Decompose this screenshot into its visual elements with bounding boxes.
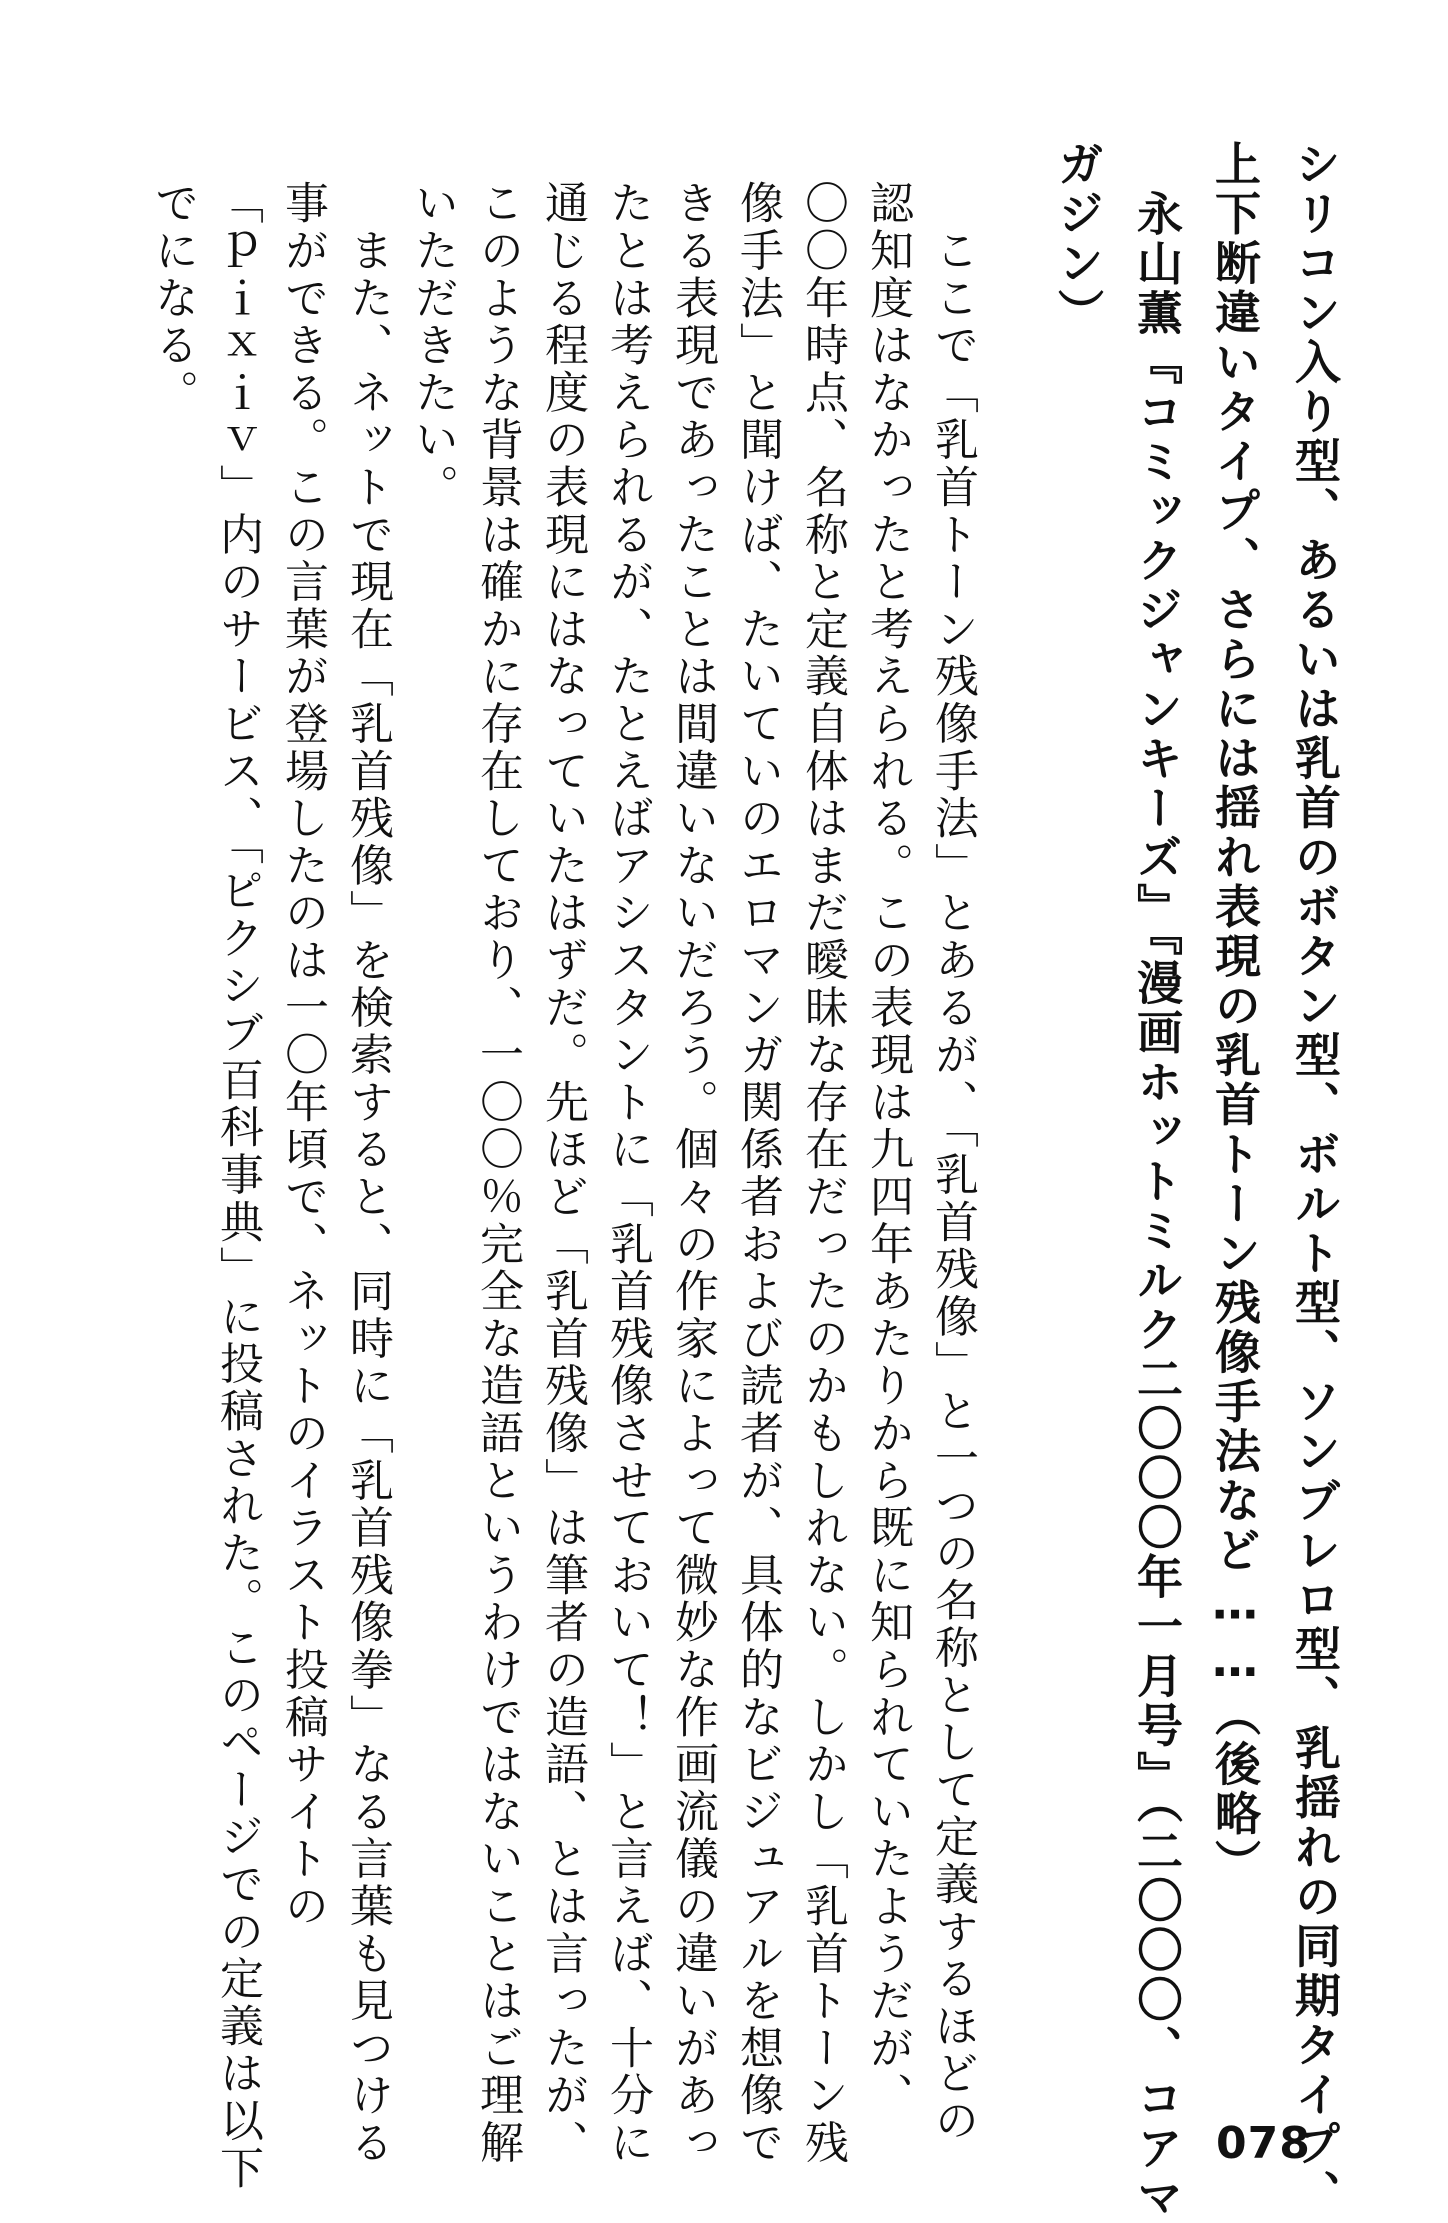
body-line: 「ｐｉｘｉｖ」内のサービス、「ピクシブ百科事典」に投稿された。このページでの定義は以下	[212, 180, 263, 2192]
body-line: ここで「乳首トーン残像手法」とあるが、「乳首残像」と一つの名称として定義するほどの	[927, 180, 978, 2145]
quote-citation-line-2: ガジン）	[1051, 140, 1105, 338]
body-line: 事ができる。この言葉が登場したのは一〇年頃で、ネットのイラスト投稿サイトの	[277, 180, 328, 1931]
body-line: たとは考えられるが、たとえばアシスタントに「乳首残像させておいて！」と言えば、十分に	[602, 180, 653, 2167]
body-line: いただきたい。	[407, 180, 458, 512]
body-line: 〇〇年時点、名称と定義自体はまだ曖昧な存在だったのかもしれない。しかし「乳首トーン残	[797, 180, 848, 2167]
page-number: 078	[1216, 2118, 1311, 2169]
body-line: 像手法」と聞けば、たいていのエロマンガ関係者および読者が、具体的なビジュアルを想像で	[732, 180, 783, 2167]
body-line: 認知度はなかったと考えられる。この表現は九四年あたりから既に知られていたようだが、	[862, 180, 913, 2120]
quote-citation-line-1: 永山薫『コミックジャンキーズ』『漫画ホットミルク二〇〇〇年一月号』（二〇〇〇、コアマ	[1130, 190, 1184, 2223]
body-line: でになる。	[147, 180, 198, 417]
quote-line-1: シリコン入り型、あるいは乳首のボタン型、ボルト型、ソンブレロ型、乳揺れの同期タイプ、	[1288, 140, 1342, 2219]
body-line: 通じる程度の表現にはなっていたはずだ。先ほど「乳首残像」は筆者の造語、とは言ったが、	[537, 180, 588, 2167]
body-line: きる表現であったことは間違いないだろう。個々の作家によって微妙な作画流儀の違いがあっ	[667, 180, 718, 2167]
quote-line-2: 上下断違いタイプ、さらには揺れ表現の乳首トーン残像手法など……（後略）	[1208, 140, 1262, 1889]
body-line: また、ネットで現在「乳首残像」を検索すると、同時に「乳首残像拳」なる言葉も見つける	[342, 180, 393, 2167]
body-line: このような背景は確かに存在しており、一〇〇％完全な造語というわけではないことはご理解	[472, 180, 523, 2167]
